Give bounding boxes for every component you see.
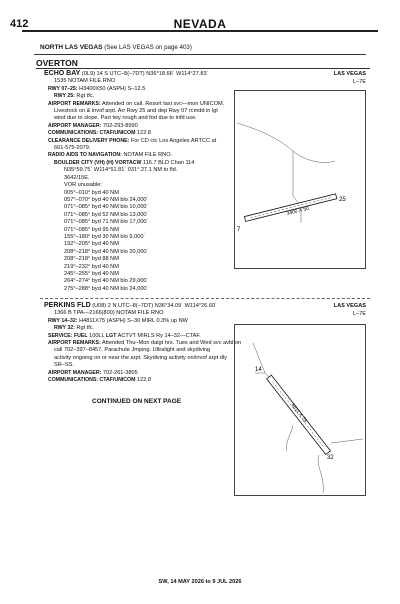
service-label: SERVICE: — [48, 332, 73, 339]
airport-name: ECHO BAY — [44, 70, 81, 77]
divider — [36, 68, 370, 69]
vor-unusable-item: 071°–085° byd 95 NM — [64, 226, 119, 233]
remarks-label: AIRPORT REMARKS: — [48, 100, 101, 107]
vor-unusable-item: 155°–180° byd 30 NM blo 9,000´ — [64, 233, 146, 240]
entry-separator — [40, 298, 370, 299]
runway-label: RWY 07–25: — [48, 85, 78, 92]
xref-text: (See LAS VEGAS on page 403) — [104, 44, 192, 51]
lighting-label: LGT — [106, 332, 117, 339]
communications-label: COMMUNICATIONS: CTAF/UNICOM — [48, 377, 136, 384]
vor-unusable-item: 071°–085° byd 52 NM blo 13,000´ — [64, 211, 149, 218]
cross-reference — [40, 44, 192, 51]
vor-unusable-item: 219°–232° byd 40 NM — [64, 263, 119, 270]
airport-info: (0L9) 14 S UTC–8(–7DT) N36°18.66´ W114°27.83´ — [81, 71, 209, 77]
road-line — [293, 151, 335, 163]
continued-note: CONTINUED ON NEXT PAGE — [92, 398, 182, 405]
road-line — [237, 123, 293, 151]
runway — [244, 194, 336, 222]
runway-end-text: Rgt tfc. — [76, 93, 95, 100]
fuel-label: FUEL — [73, 332, 88, 339]
vor-unusable-item: 057°–070° byd 40 NM blo 24,000´ — [64, 196, 149, 203]
diagram-graphic — [235, 325, 365, 495]
vor-unusable-item: 208°–218° byd 88 NM — [64, 256, 119, 263]
vor-unusable-item: 005°–010° byd 40 NM — [64, 189, 119, 196]
airport-name: PERKINS FLD — [44, 302, 91, 309]
divider — [34, 54, 366, 55]
vor-unusable-item: 264°–274° byd 40 NM blo 29,000´ — [64, 278, 149, 285]
road-line — [318, 455, 323, 493]
fuel-text: 100LL — [89, 332, 105, 339]
remarks-text: call 702–397–8457. Parachute Jmping. Ultralight and skydiving — [54, 347, 211, 354]
city-heading: OVERTON — [36, 58, 78, 68]
sectional-name: LAS VEGAS — [333, 71, 366, 77]
remarks-text: wind due to slope. Part twy rough and fod due to infd use. — [54, 115, 197, 122]
xref-name: NORTH LAS VEGAS — [40, 44, 103, 51]
remarks-text: Livestock on & invof arpt. Arr Rwy 25 and dep Rwy 07 rcmdd in lgt — [54, 108, 218, 115]
road-line — [287, 425, 293, 451]
runway-end-label: 14 — [255, 367, 262, 373]
runway-dimension: 4811 X 75 — [289, 402, 308, 424]
remarks-text: SR–SS. — [54, 362, 74, 369]
vor-unusable-item: 275°–288° byd 40 NM blo 24,000´ — [64, 285, 149, 292]
manager-label: AIRPORT MANAGER: — [48, 369, 102, 376]
road-line — [331, 439, 363, 443]
remarks-text: Attended Thu–Mon dalgt hrs. Tues and Wed svc avbl on — [102, 340, 242, 347]
radio-aids-label: RADIO AIDS TO NAVIGATION: — [48, 152, 122, 159]
airport-elevation: 1535 NOTAM FILE RNO — [54, 78, 116, 85]
runway-text: H3400X50 (ASPH) S–12.5 — [79, 85, 146, 92]
vortac-text: 116.7 BLD Chan 114 — [142, 159, 195, 166]
runway-end-label: RWY 25: — [54, 93, 75, 100]
clearance-text: For CD ctc Los Angeles ARTCC at — [130, 137, 217, 144]
runway-dimension: 3400 X 50 — [286, 205, 310, 217]
chart-id: L–7E — [352, 311, 366, 317]
effective-dates-footer: SW, 14 MAY 2026 to 9 JUL 2026 — [158, 579, 242, 585]
manager-label: AIRPORT MANAGER: — [48, 122, 102, 129]
remarks-label: AIRPORT REMARKS: — [48, 340, 101, 347]
manager-phone: 702-293-8990 — [102, 122, 138, 129]
communications-freq: 122.8 — [136, 377, 151, 384]
airport-diagram-echo-bay — [234, 90, 366, 269]
runway-end-label: 32 — [327, 455, 334, 461]
communications-freq: 122.8 — [136, 130, 151, 137]
vor-unusable-item: 208°–218° byd 40 NM blo 20,000´ — [64, 248, 149, 255]
vor-unusable-item: 071°–085° byd 40 NM blo 10,000´ — [64, 204, 149, 211]
manager-phone: 702-261-3805 — [102, 369, 138, 376]
lighting-text: ACTVT MIRLS Ry 14–32—CTAF. — [117, 332, 201, 339]
vortac-coords: N35°59.75´ W114°51.81´ 031° 27.1 NM to fld. — [64, 167, 178, 174]
airport-elevation: 1366 B TPA—2166(800) NOTAM FILE RNO — [54, 310, 164, 317]
remarks-text: activity ongoing on or near the arpt. Skydiving activity on/invof arpt dly — [54, 354, 227, 361]
vortac-elev: 3642/15E. — [64, 174, 90, 181]
chart-reference — [334, 302, 366, 318]
radio-aids-text: NOTAM FILE RNO. — [123, 152, 173, 159]
runway-end-label: 25 — [339, 197, 346, 203]
state-title: NEVADA — [173, 17, 227, 31]
runway-label: RWY 14–32: — [48, 317, 78, 324]
vortac-label: BOULDER CITY (VH) (H) VORTACW — [54, 159, 142, 166]
runway-end-text: Rgt tfc. — [76, 325, 95, 332]
runway-text: H4811X75 (ASPH) S–30 MIRL 0.3% up NW — [79, 317, 188, 324]
airport-diagram-perkins — [234, 324, 366, 496]
runway-end-label: 7 — [237, 227, 241, 233]
communications-label: COMMUNICATIONS: CTAF/UNICOM — [48, 130, 136, 137]
page-number: 412 — [10, 18, 29, 30]
vor-unusable-item: 245°–255° byd 40 NM — [64, 270, 119, 277]
sectional-name: LAS VEGAS — [333, 303, 366, 309]
chart-id: L–7E — [352, 79, 366, 85]
remarks-text: Attended on call. Resort taxi svc—mon UNICOM. — [102, 100, 225, 107]
clearance-text: 661-575-2079. — [54, 145, 91, 152]
vor-unusable: VOR unusable: — [64, 182, 102, 189]
runway-end-label: RWY 32: — [54, 325, 75, 332]
diagram-graphic — [235, 91, 365, 268]
vor-unusable-item: 192°–205° byd 40 NM — [64, 241, 119, 248]
clearance-label: CLEARANCE DELIVERY PHONE: — [48, 137, 130, 144]
chart-reference — [334, 70, 366, 86]
vor-unusable-item: 071°–085° byd 71 NM blo 17,000´ — [64, 219, 149, 226]
airport-info: (U08) 2 N UTC–8(–7DT) N36°34.09´ W114°26.60´ — [92, 303, 217, 309]
